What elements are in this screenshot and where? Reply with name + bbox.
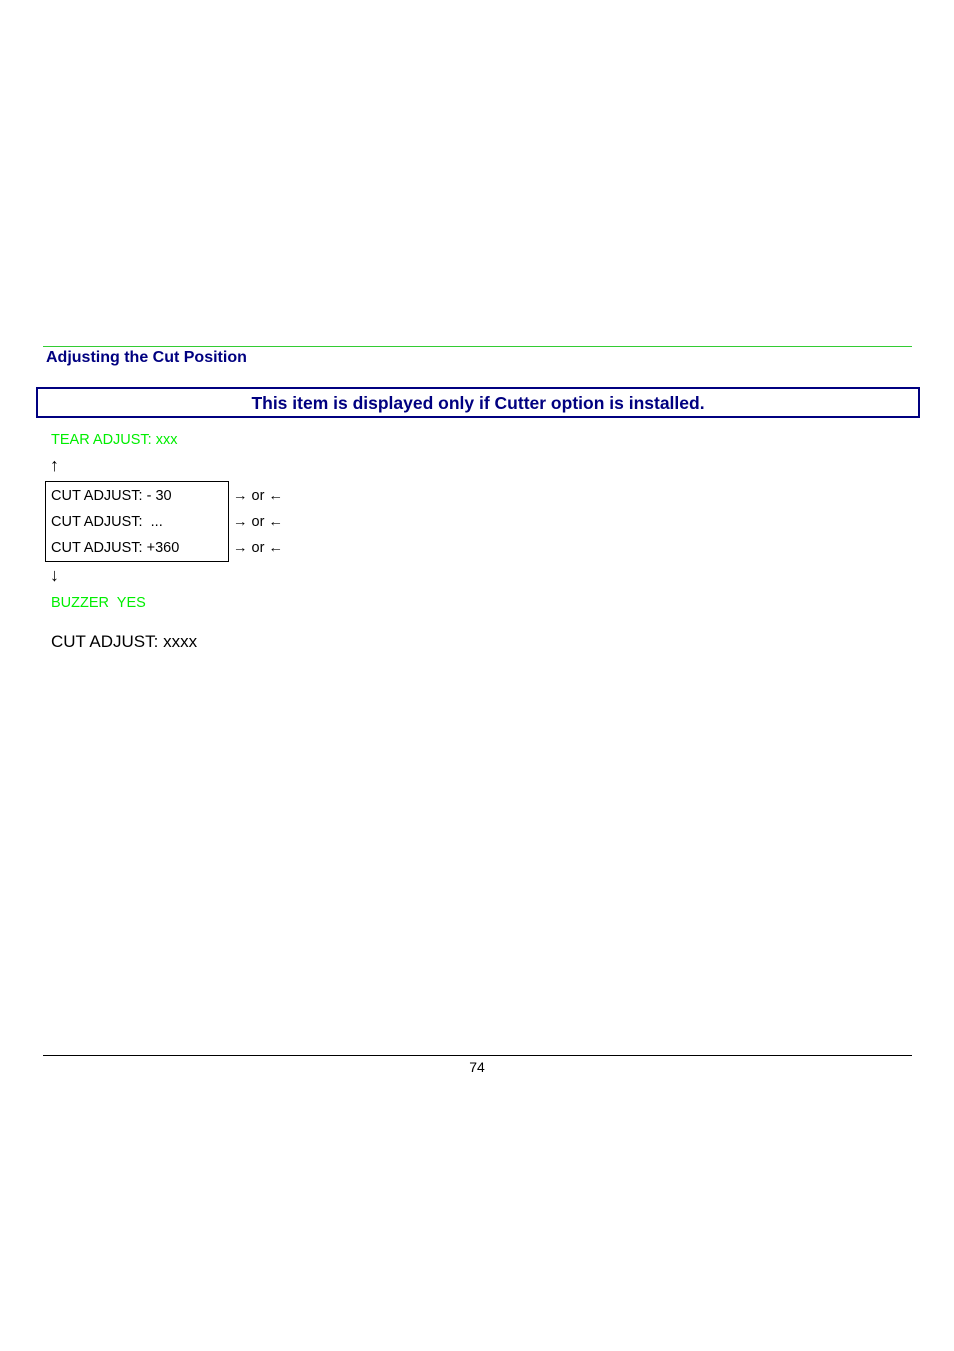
menu-next-item: BUZZER YES [51,595,146,611]
notice-box [36,387,920,418]
nav-hint: → or ← [233,488,283,504]
menu-options-box [45,481,229,562]
menu-option: CUT ADJUST: - 30 [51,488,172,504]
notice-text: This item is displayed only if Cutter option is installed. [251,392,705,413]
footer-rule [43,1055,912,1056]
nav-hint: → or ← [233,514,283,530]
arrow-down-icon: ↓ [50,565,59,585]
section-top-rule [43,346,912,347]
section-title: Adjusting the Cut Position [46,349,247,366]
nav-hint: → or ← [233,540,283,556]
menu-option: CUT ADJUST: ... [51,514,163,530]
page-number: 74 [469,1059,485,1075]
setting-label: CUT ADJUST: xxxx [51,632,198,651]
arrow-up-icon: ↑ [50,455,59,475]
menu-previous-item: TEAR ADJUST: xxx [51,432,178,448]
menu-option: CUT ADJUST: +360 [51,540,180,556]
